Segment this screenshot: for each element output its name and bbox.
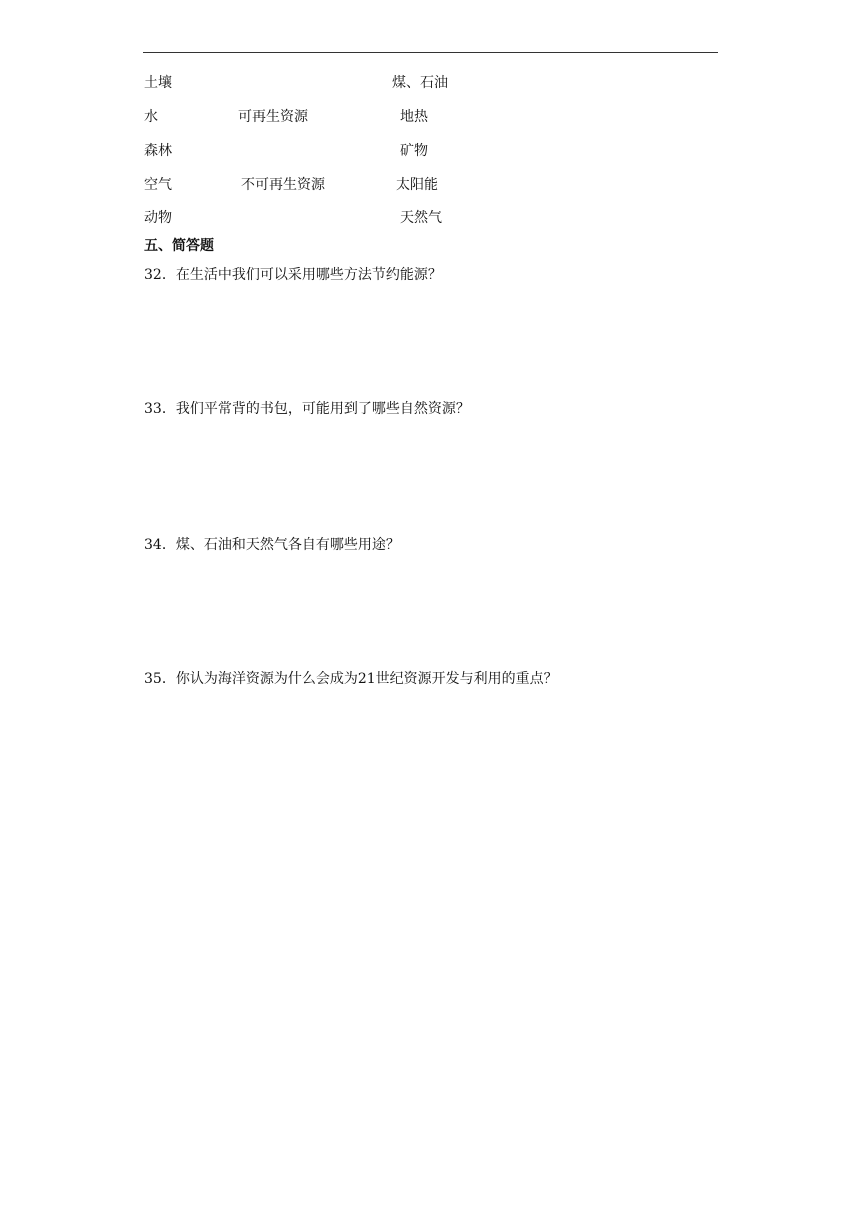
section-title: 五、简答题 bbox=[144, 238, 214, 254]
matching-middle-item: 可再生资源 bbox=[238, 109, 308, 125]
question-32: 32．在生活中我们可以采用哪些方法节约能源？ bbox=[144, 267, 442, 283]
matching-left-item: 空气 bbox=[144, 177, 172, 193]
matching-left-item: 森林 bbox=[144, 143, 172, 159]
question-35: 35．你认为海洋资源为什么会成为21世纪资源开发与利用的重点？ bbox=[144, 671, 558, 687]
matching-left-item: 动物 bbox=[144, 210, 172, 226]
question-34: 34．煤、石油和天然气各自有哪些用途？ bbox=[144, 537, 400, 553]
header-rule bbox=[143, 52, 718, 53]
question-33: 33．我们平常背的书包，可能用到了哪些自然资源？ bbox=[144, 401, 470, 417]
matching-left-item: 水 bbox=[144, 109, 158, 125]
matching-middle-item: 不可再生资源 bbox=[241, 177, 325, 193]
matching-right-item: 地热 bbox=[400, 109, 428, 125]
matching-right-item: 天然气 bbox=[400, 210, 442, 226]
matching-right-item: 太阳能 bbox=[396, 177, 438, 193]
matching-right-item: 矿物 bbox=[400, 143, 428, 159]
matching-right-item: 煤、石油 bbox=[392, 75, 448, 91]
matching-left-item: 土壤 bbox=[144, 75, 172, 91]
